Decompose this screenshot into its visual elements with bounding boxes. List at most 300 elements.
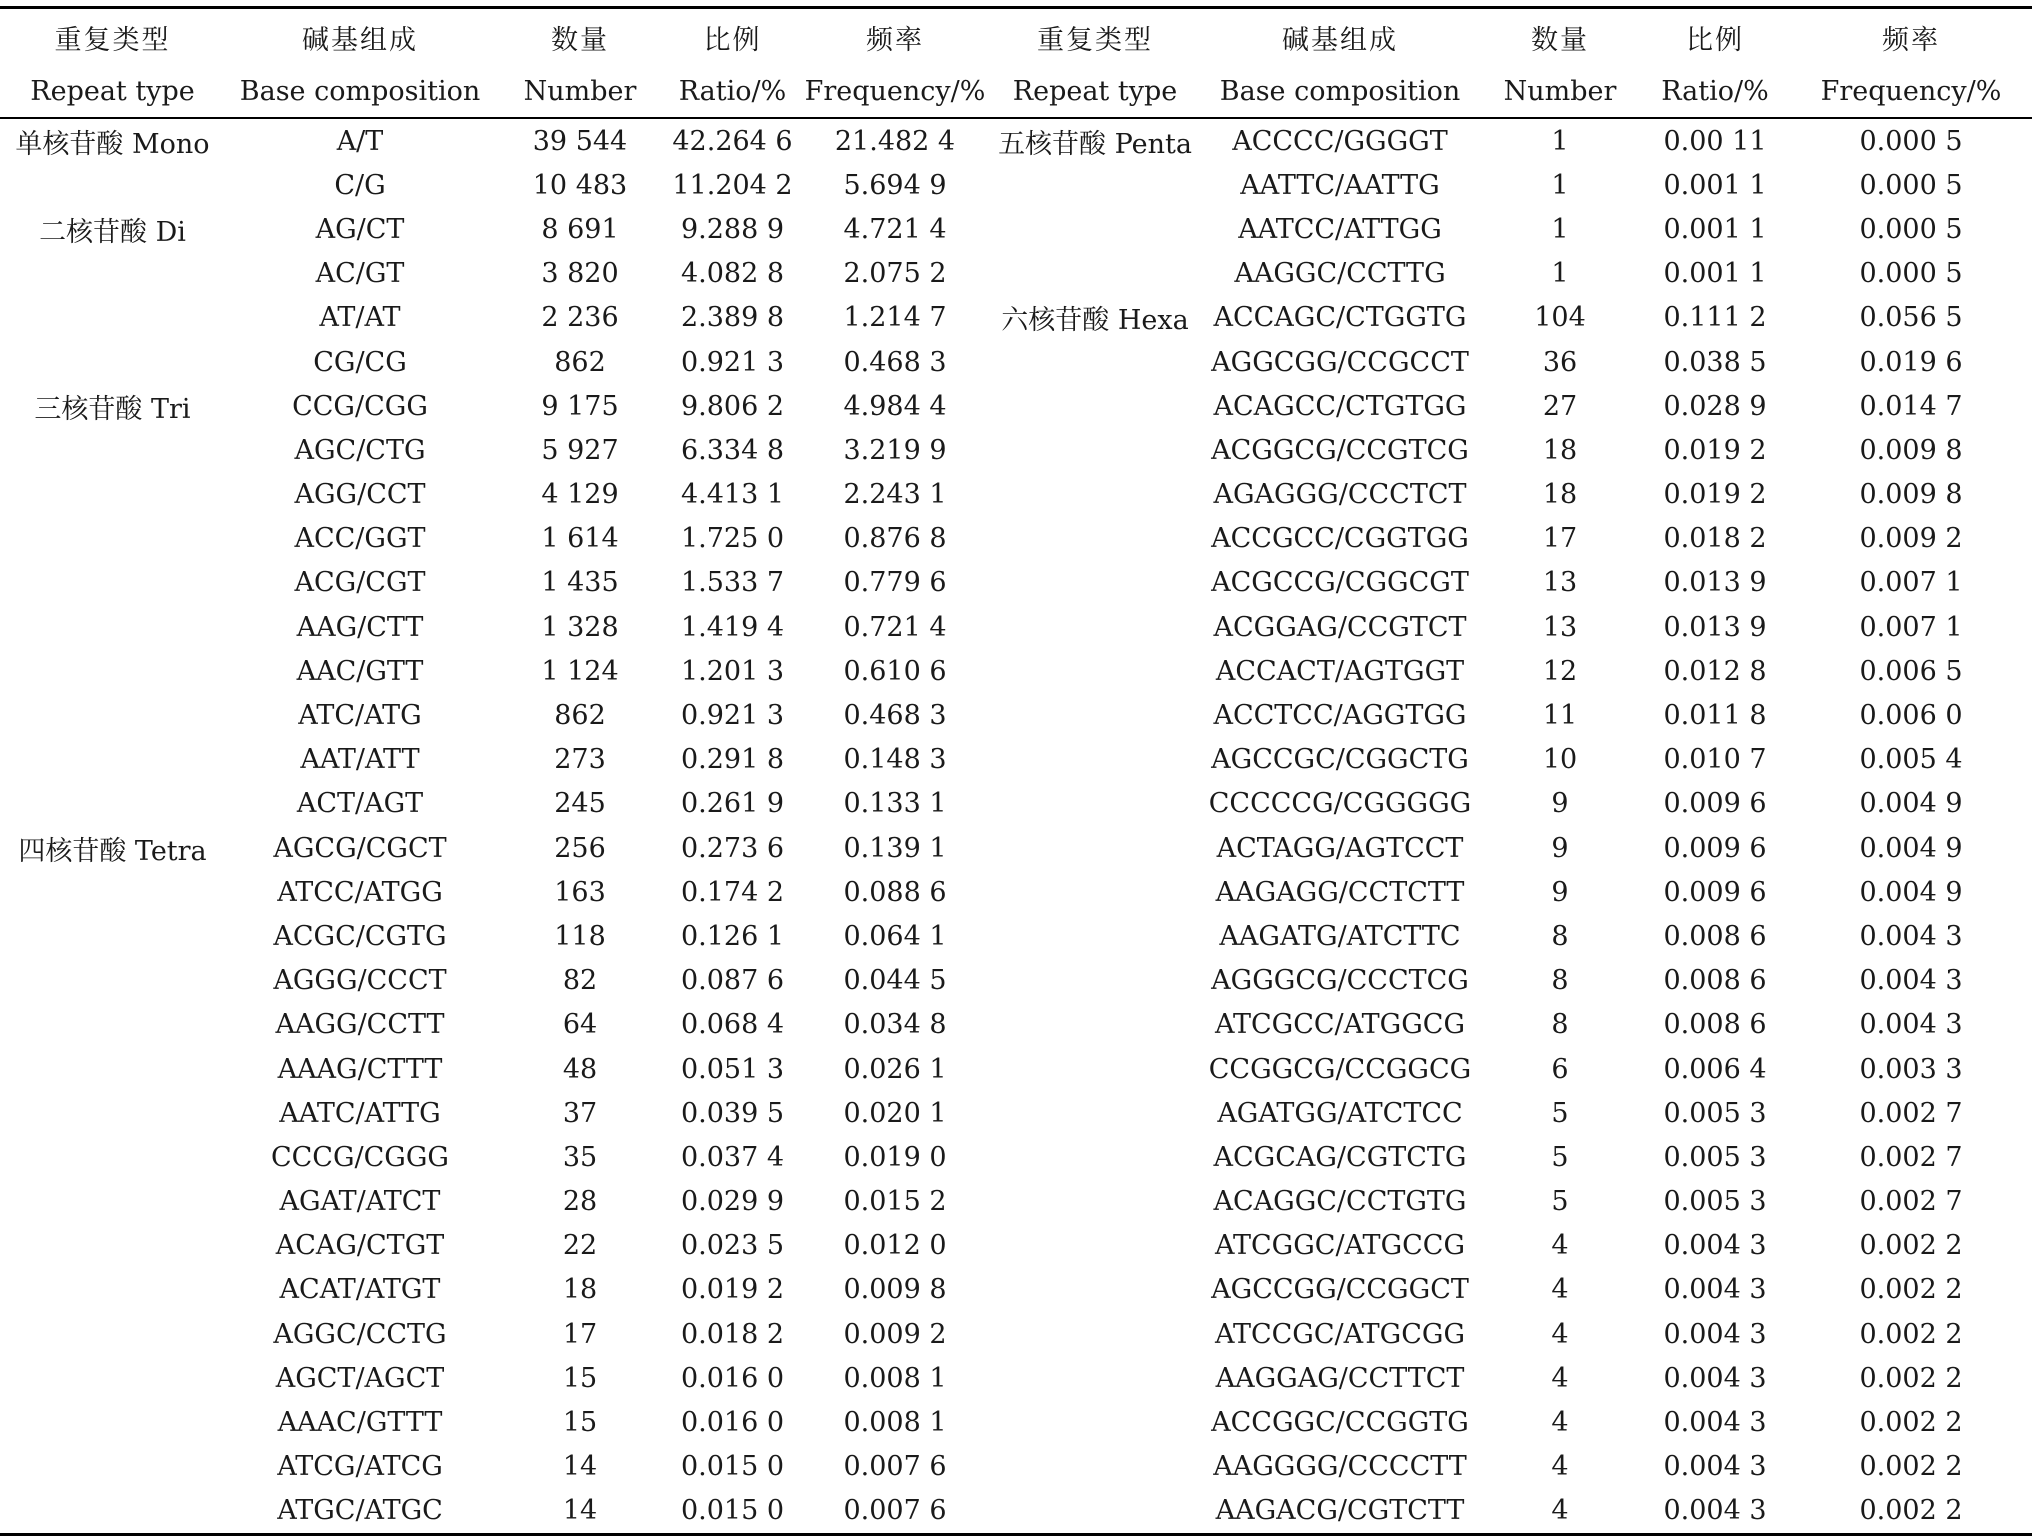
number-left: 273 xyxy=(554,744,606,776)
ratio-left: 4.082 8 xyxy=(680,258,785,290)
base-composition-right: ACGGAG/CCGTCT xyxy=(1213,611,1467,643)
number-right: 11 xyxy=(1542,700,1578,732)
frequency-left: 0.779 6 xyxy=(843,567,947,599)
ratio-left: 4.413 1 xyxy=(680,479,785,511)
number-right: 5 xyxy=(1551,1186,1569,1218)
ratio-left: 0.068 4 xyxy=(680,1009,785,1041)
ratio-right: 0.001 1 xyxy=(1663,258,1767,290)
table-row xyxy=(0,1312,2032,1356)
table-body xyxy=(0,118,2032,1535)
frequency-right: 0.009 8 xyxy=(1859,434,1963,466)
base-composition-right: CCGGCG/CCGGCG xyxy=(1208,1053,1472,1085)
table-row xyxy=(0,1268,2032,1312)
header-cn-base-composition-1: 碱基组成 xyxy=(302,24,418,56)
number-right: 5 xyxy=(1551,1097,1569,1129)
number-left: 9 175 xyxy=(541,390,619,422)
frequency-left: 0.012 0 xyxy=(843,1230,947,1262)
frequency-right: 0.004 3 xyxy=(1859,920,1963,952)
number-left: 163 xyxy=(554,876,606,908)
table-row xyxy=(0,1489,2032,1535)
table-row xyxy=(0,384,2032,428)
frequency-left: 4.984 4 xyxy=(843,390,947,422)
number-left: 1 435 xyxy=(541,567,619,599)
ratio-right: 0.019 2 xyxy=(1663,479,1767,511)
table-row xyxy=(0,252,2032,296)
number-left: 1 124 xyxy=(541,655,619,687)
table-row xyxy=(0,1047,2032,1091)
table-row xyxy=(0,1356,2032,1400)
header-en-number-1: Number xyxy=(495,65,665,118)
number-right: 8 xyxy=(1551,965,1569,997)
base-composition-right: ACCGCC/CGGTGG xyxy=(1211,523,1469,555)
frequency-left: 0.064 1 xyxy=(843,920,947,952)
frequency-right: 0.002 7 xyxy=(1859,1186,1963,1218)
base-composition-left: AGG/CCT xyxy=(294,479,426,511)
table-row xyxy=(0,605,2032,649)
repeat-type-right xyxy=(990,517,1200,561)
frequency-right: 0.007 1 xyxy=(1859,611,1963,643)
base-composition-left: CCG/CGG xyxy=(292,390,428,422)
repeat-type-right xyxy=(990,959,1200,1003)
base-composition-right: AGAGGG/CCCTCT xyxy=(1213,479,1467,511)
ratio-right: 0.004 3 xyxy=(1663,1362,1767,1394)
table-row xyxy=(0,517,2032,561)
ratio-left: 0.023 5 xyxy=(680,1230,785,1262)
number-right: 4 xyxy=(1551,1318,1569,1350)
repeat-type-left xyxy=(0,782,225,826)
number-left: 118 xyxy=(554,920,606,952)
frequency-left: 21.482 4 xyxy=(834,125,956,157)
header-cn-frequency-2: 频率 xyxy=(1882,24,1940,56)
frequency-right: 0.006 5 xyxy=(1859,655,1963,687)
base-composition-right: ACCGGC/CCGGTG xyxy=(1211,1407,1469,1439)
base-composition-left: AATC/ATTG xyxy=(279,1097,441,1129)
repeat-type-left xyxy=(0,1091,225,1135)
table-row xyxy=(0,163,2032,207)
number-right: 5 xyxy=(1551,1141,1569,1173)
frequency-right: 0.004 9 xyxy=(1859,832,1963,864)
frequency-right: 0.002 2 xyxy=(1859,1362,1963,1394)
repeat-type-right: 五核苷酸 Penta xyxy=(998,128,1192,160)
header-cn-ratio-2: 比例 xyxy=(1686,24,1744,56)
ratio-right: 0.004 3 xyxy=(1663,1318,1767,1350)
repeat-type-left xyxy=(0,1224,225,1268)
frequency-right: 0.004 3 xyxy=(1859,965,1963,997)
repeat-type-right xyxy=(990,473,1200,517)
ratio-right: 0.111 2 xyxy=(1663,302,1767,334)
base-composition-left: ATGC/ATGC xyxy=(225,1489,495,1535)
base-composition-left: ACAT/ATGT xyxy=(279,1274,441,1306)
ratio-left: 1.533 7 xyxy=(680,567,785,599)
repeat-type-left xyxy=(0,1489,225,1535)
frequency-left: 0.133 1 xyxy=(843,788,947,820)
repeat-type-right xyxy=(990,384,1200,428)
base-composition-right: AAGGAG/CCTTCT xyxy=(1215,1362,1465,1394)
number-left: 48 xyxy=(562,1053,598,1085)
ratio-left: 0.921 3 xyxy=(680,346,785,378)
base-composition-right: AAGATG/ATCTTC xyxy=(1219,920,1461,952)
number-right: 17 xyxy=(1542,523,1578,555)
ratio-left: 42.264 6 xyxy=(672,125,793,157)
frequency-left: 0.009 8 xyxy=(843,1274,947,1306)
ratio-right: 0.004 3 xyxy=(1640,1489,1790,1535)
ratio-right: 0.004 3 xyxy=(1663,1274,1767,1306)
ratio-right: 0.009 6 xyxy=(1663,876,1767,908)
repeat-type-left xyxy=(0,649,225,693)
header-cn-number-1: 数量 xyxy=(551,24,609,56)
frequency-right: 0.009 2 xyxy=(1859,523,1963,555)
number-left: 862 xyxy=(554,700,606,732)
repeat-type-left: 单核苷酸 Mono xyxy=(15,128,210,160)
header-en-base-composition-2: Base composition xyxy=(1200,65,1480,118)
frequency-right: 0.006 0 xyxy=(1859,700,1963,732)
base-composition-left: ACG/CGT xyxy=(294,567,426,599)
number-right: 1 xyxy=(1551,213,1569,245)
base-composition-left: A/T xyxy=(336,125,384,157)
base-composition-right: ACTAGG/AGTCCT xyxy=(1216,832,1464,864)
repeat-type-left xyxy=(0,1312,225,1356)
ratio-left: 1.419 4 xyxy=(680,611,785,643)
repeat-type-right xyxy=(990,428,1200,472)
repeat-type-right xyxy=(990,207,1200,251)
repeat-type-right xyxy=(990,1091,1200,1135)
number-right: 8 xyxy=(1551,1009,1569,1041)
frequency-right: 0.003 3 xyxy=(1859,1053,1963,1085)
base-composition-right: AAGACG/CGTCTT xyxy=(1200,1489,1480,1535)
repeat-type-left: 二核苷酸 Di xyxy=(39,216,186,248)
base-composition-left: AGCG/CGCT xyxy=(273,832,447,864)
repeat-type-left: 四核苷酸 Tetra xyxy=(18,835,207,867)
frequency-left: 0.139 1 xyxy=(843,832,947,864)
table-row xyxy=(0,118,2032,163)
header-en-frequency-1: Frequency/% xyxy=(800,65,990,118)
repeat-type-left xyxy=(0,914,225,958)
number-left: 10 483 xyxy=(532,169,628,201)
number-left: 3 820 xyxy=(541,258,619,290)
frequency-left: 0.148 3 xyxy=(843,744,947,776)
base-composition-right: AGGCGG/CCGCCT xyxy=(1211,346,1469,378)
base-composition-left: AAG/CTT xyxy=(296,611,424,643)
frequency-left: 0.019 0 xyxy=(843,1141,947,1173)
number-right: 8 xyxy=(1551,920,1569,952)
table-row xyxy=(0,1224,2032,1268)
number-right: 18 xyxy=(1542,434,1578,466)
base-composition-right: AAGGGG/CCCCTT xyxy=(1213,1451,1467,1483)
repeat-type-left xyxy=(0,473,225,517)
ssr-table-container xyxy=(0,6,2032,1536)
frequency-left: 0.020 1 xyxy=(843,1097,947,1129)
number-left: 8 691 xyxy=(541,213,619,245)
frequency-left: 0.008 1 xyxy=(843,1407,947,1439)
ratio-right: 0.001 1 xyxy=(1663,169,1767,201)
frequency-right: 0.014 7 xyxy=(1859,390,1963,422)
ratio-right: 0.010 7 xyxy=(1663,744,1767,776)
table-row xyxy=(0,1400,2032,1444)
base-composition-right: ACCAGC/CTGGTG xyxy=(1213,302,1467,334)
frequency-right: 0.002 2 xyxy=(1859,1318,1963,1350)
base-composition-left: AAGG/CCTT xyxy=(275,1009,445,1041)
frequency-left: 0.468 3 xyxy=(843,700,947,732)
ratio-left: 9.806 2 xyxy=(680,390,785,422)
table-row xyxy=(0,1091,2032,1135)
frequency-left: 0.876 8 xyxy=(843,523,947,555)
number-right: 18 xyxy=(1542,479,1578,511)
frequency-right: 0.002 7 xyxy=(1859,1141,1963,1173)
number-left: 2 236 xyxy=(541,302,619,334)
frequency-right: 0.000 5 xyxy=(1859,169,1963,201)
ratio-right: 0.005 3 xyxy=(1663,1186,1767,1218)
ratio-left: 0.015 0 xyxy=(680,1451,785,1483)
frequency-right: 0.019 6 xyxy=(1859,346,1963,378)
repeat-type-left xyxy=(0,163,225,207)
repeat-type-left xyxy=(0,1047,225,1091)
base-composition-right: ACAGCC/CTGTGG xyxy=(1213,390,1467,422)
table-row xyxy=(0,914,2032,958)
repeat-type-left xyxy=(0,1400,225,1444)
repeat-type-left xyxy=(0,252,225,296)
frequency-left: 5.694 9 xyxy=(843,169,947,201)
repeat-type-right xyxy=(990,340,1200,384)
number-right: 1 xyxy=(1551,258,1569,290)
base-composition-left: ATCG/ATCG xyxy=(277,1451,443,1483)
number-right: 4 xyxy=(1551,1362,1569,1394)
frequency-left: 1.214 7 xyxy=(843,302,947,334)
base-composition-right: AGATGG/ATCTCC xyxy=(1217,1097,1463,1129)
table-row xyxy=(0,826,2032,870)
ratio-right: 0.00 11 xyxy=(1663,125,1767,157)
table-row xyxy=(0,782,2032,826)
number-left: 35 xyxy=(562,1141,598,1173)
number-left: 28 xyxy=(562,1186,598,1218)
base-composition-right: ACCCC/GGGGT xyxy=(1232,125,1448,157)
ratio-left: 0.029 9 xyxy=(680,1186,785,1218)
frequency-right: 0.002 2 xyxy=(1859,1230,1963,1262)
number-left: 82 xyxy=(562,965,598,997)
number-left: 22 xyxy=(562,1230,598,1262)
number-left: 862 xyxy=(554,346,606,378)
repeat-type-right xyxy=(990,1180,1200,1224)
repeat-type-right xyxy=(990,1445,1200,1489)
table-row xyxy=(0,561,2032,605)
repeat-type-right xyxy=(990,738,1200,782)
ratio-right: 0.009 6 xyxy=(1663,788,1767,820)
table-row xyxy=(0,1135,2032,1179)
base-composition-right: AATCC/ATTGG xyxy=(1238,213,1442,245)
ratio-right: 0.013 9 xyxy=(1663,611,1767,643)
ratio-left: 1.201 3 xyxy=(680,655,785,687)
repeat-type-left xyxy=(0,870,225,914)
base-composition-left: ATC/ATG xyxy=(298,700,422,732)
number-left: 14 xyxy=(495,1489,665,1535)
base-composition-right: ACGCAG/CGTCTG xyxy=(1213,1141,1467,1173)
ratio-left: 0.921 3 xyxy=(680,700,785,732)
ratio-left: 9.288 9 xyxy=(680,213,785,245)
frequency-right: 0.004 9 xyxy=(1859,788,1963,820)
repeat-type-left xyxy=(0,517,225,561)
frequency-left: 0.088 6 xyxy=(843,876,947,908)
base-composition-left: CG/CG xyxy=(313,346,407,378)
number-left: 15 xyxy=(562,1407,598,1439)
ratio-right: 0.008 6 xyxy=(1663,920,1767,952)
repeat-type-right xyxy=(990,914,1200,958)
table-row xyxy=(0,1445,2032,1489)
ratio-left: 2.389 8 xyxy=(680,302,785,334)
base-composition-right: CCCCCG/CGGGGG xyxy=(1208,788,1472,820)
base-composition-right: AGCCGC/CGGCTG xyxy=(1211,744,1469,776)
header-cn-repeat-type-2: 重复类型 xyxy=(1037,24,1153,56)
ratio-right: 0.001 1 xyxy=(1663,213,1767,245)
ratio-right: 0.004 3 xyxy=(1663,1451,1767,1483)
base-composition-left: AGGC/CCTG xyxy=(273,1318,447,1350)
header-en-base-composition-1: Base composition xyxy=(225,65,495,118)
base-composition-left: ACGC/CGTG xyxy=(273,920,447,952)
header-cn-frequency-1: 频率 xyxy=(866,24,924,56)
number-right: 9 xyxy=(1551,832,1569,864)
header-en-repeat-type-1: Repeat type xyxy=(0,65,225,118)
base-composition-right: AAGAGG/CCTCTT xyxy=(1215,876,1465,908)
base-composition-left: AGGG/CCCT xyxy=(273,965,447,997)
number-left: 5 927 xyxy=(541,434,619,466)
table-row xyxy=(0,207,2032,251)
number-left: 256 xyxy=(554,832,606,864)
repeat-type-right xyxy=(990,782,1200,826)
repeat-type-left xyxy=(0,1003,225,1047)
table-row xyxy=(0,473,2032,517)
table-row xyxy=(0,649,2032,693)
ratio-left: 0.016 0 xyxy=(680,1407,785,1439)
repeat-type-right xyxy=(990,1400,1200,1444)
number-left: 17 xyxy=(562,1318,598,1350)
repeat-type-left xyxy=(0,1135,225,1179)
frequency-left: 0.044 5 xyxy=(843,965,947,997)
number-left: 15 xyxy=(562,1362,598,1394)
repeat-type-right xyxy=(990,1003,1200,1047)
frequency-right: 0.056 5 xyxy=(1859,302,1963,334)
number-left: 37 xyxy=(562,1097,598,1129)
repeat-type-right xyxy=(990,1047,1200,1091)
repeat-type-left xyxy=(0,959,225,1003)
repeat-type-left xyxy=(0,428,225,472)
ratio-right: 0.012 8 xyxy=(1663,655,1767,687)
number-right: 10 xyxy=(1542,744,1578,776)
repeat-type-right xyxy=(990,163,1200,207)
number-right: 4 xyxy=(1551,1274,1569,1306)
ratio-left: 0.273 6 xyxy=(680,832,785,864)
ratio-left: 0.015 0 xyxy=(665,1489,800,1535)
base-composition-right: AGCCGG/CCGGCT xyxy=(1211,1274,1469,1306)
number-right: 4 xyxy=(1480,1489,1640,1535)
ratio-left: 0.126 1 xyxy=(680,920,785,952)
ratio-right: 0.008 6 xyxy=(1663,1009,1767,1041)
ratio-left: 6.334 8 xyxy=(680,434,785,466)
table-row xyxy=(0,959,2032,1003)
number-right: 27 xyxy=(1542,390,1578,422)
ssr-repeat-table xyxy=(0,6,2032,1536)
base-composition-right: ATCGGC/ATGCCG xyxy=(1214,1230,1466,1262)
repeat-type-left xyxy=(0,1445,225,1489)
header-cn-number-2: 数量 xyxy=(1531,24,1589,56)
table-row xyxy=(0,1180,2032,1224)
base-composition-left: CCCG/CGGG xyxy=(270,1141,449,1173)
frequency-right: 0.002 2 xyxy=(1790,1489,2032,1535)
repeat-type-left xyxy=(0,296,225,340)
repeat-type-right xyxy=(990,1268,1200,1312)
repeat-type-right xyxy=(990,252,1200,296)
repeat-type-left xyxy=(0,738,225,782)
number-left: 64 xyxy=(562,1009,598,1041)
base-composition-left: ACT/AGT xyxy=(296,788,424,820)
number-right: 1 xyxy=(1551,125,1569,157)
base-composition-left: ACC/GGT xyxy=(294,523,426,555)
header-en-repeat-type-2: Repeat type xyxy=(990,65,1200,118)
number-right: 6 xyxy=(1551,1053,1569,1085)
frequency-right: 0.000 5 xyxy=(1859,258,1963,290)
ratio-left: 0.039 5 xyxy=(680,1097,785,1129)
frequency-right: 0.004 9 xyxy=(1859,876,1963,908)
base-composition-right: ATCCGC/ATGCGG xyxy=(1214,1318,1466,1350)
frequency-left: 0.468 3 xyxy=(843,346,947,378)
frequency-left: 0.015 2 xyxy=(843,1186,947,1218)
base-composition-left: AG/CT xyxy=(315,213,405,245)
frequency-left: 0.610 6 xyxy=(843,655,947,687)
frequency-right: 0.007 1 xyxy=(1859,567,1963,599)
frequency-left: 0.034 8 xyxy=(843,1009,947,1041)
number-left: 1 614 xyxy=(541,523,619,555)
base-composition-right: ACCACT/AGTGGT xyxy=(1215,655,1465,687)
repeat-type-left xyxy=(0,1268,225,1312)
repeat-type-right xyxy=(990,1356,1200,1400)
ratio-left: 0.016 0 xyxy=(680,1362,785,1394)
number-right: 4 xyxy=(1551,1407,1569,1439)
ratio-right: 0.008 6 xyxy=(1663,965,1767,997)
frequency-left: 0.007 6 xyxy=(843,1451,947,1483)
number-right: 104 xyxy=(1534,302,1586,334)
ratio-right: 0.004 3 xyxy=(1663,1230,1767,1262)
number-right: 36 xyxy=(1542,346,1578,378)
repeat-type-right xyxy=(990,1489,1200,1535)
base-composition-left: AGC/CTG xyxy=(294,434,426,466)
base-composition-right: ACAGGC/CCTGTG xyxy=(1213,1186,1467,1218)
number-left: 14 xyxy=(562,1451,598,1483)
header-row-chinese xyxy=(0,8,2032,66)
ratio-left: 0.051 3 xyxy=(680,1053,785,1085)
base-composition-right: AGGGCG/CCCTCG xyxy=(1211,965,1469,997)
ratio-right: 0.018 2 xyxy=(1663,523,1767,555)
ratio-left: 0.174 2 xyxy=(680,876,785,908)
header-en-frequency-2: Frequency/% xyxy=(1790,65,2032,118)
frequency-left: 0.026 1 xyxy=(843,1053,947,1085)
ratio-left: 0.261 9 xyxy=(680,788,785,820)
frequency-left: 0.008 1 xyxy=(843,1362,947,1394)
repeat-type-left xyxy=(0,1180,225,1224)
ratio-right: 0.019 2 xyxy=(1663,434,1767,466)
base-composition-right: ACGCCG/CGGCGT xyxy=(1211,567,1469,599)
base-composition-left: AGAT/ATCT xyxy=(279,1186,441,1218)
repeat-type-right xyxy=(990,870,1200,914)
number-right: 4 xyxy=(1551,1451,1569,1483)
frequency-right: 0.005 4 xyxy=(1859,744,1963,776)
repeat-type-left xyxy=(0,1356,225,1400)
ratio-left: 11.204 2 xyxy=(672,169,793,201)
frequency-left: 4.721 4 xyxy=(843,213,947,245)
ratio-right: 0.013 9 xyxy=(1663,567,1767,599)
ratio-right: 0.005 3 xyxy=(1663,1141,1767,1173)
repeat-type-right: 六核苷酸 Hexa xyxy=(1001,305,1189,337)
ratio-right: 0.028 9 xyxy=(1663,390,1767,422)
base-composition-right: AATTC/AATTG xyxy=(1240,169,1440,201)
repeat-type-right xyxy=(990,1312,1200,1356)
base-composition-left: ACAG/CTGT xyxy=(275,1230,445,1262)
